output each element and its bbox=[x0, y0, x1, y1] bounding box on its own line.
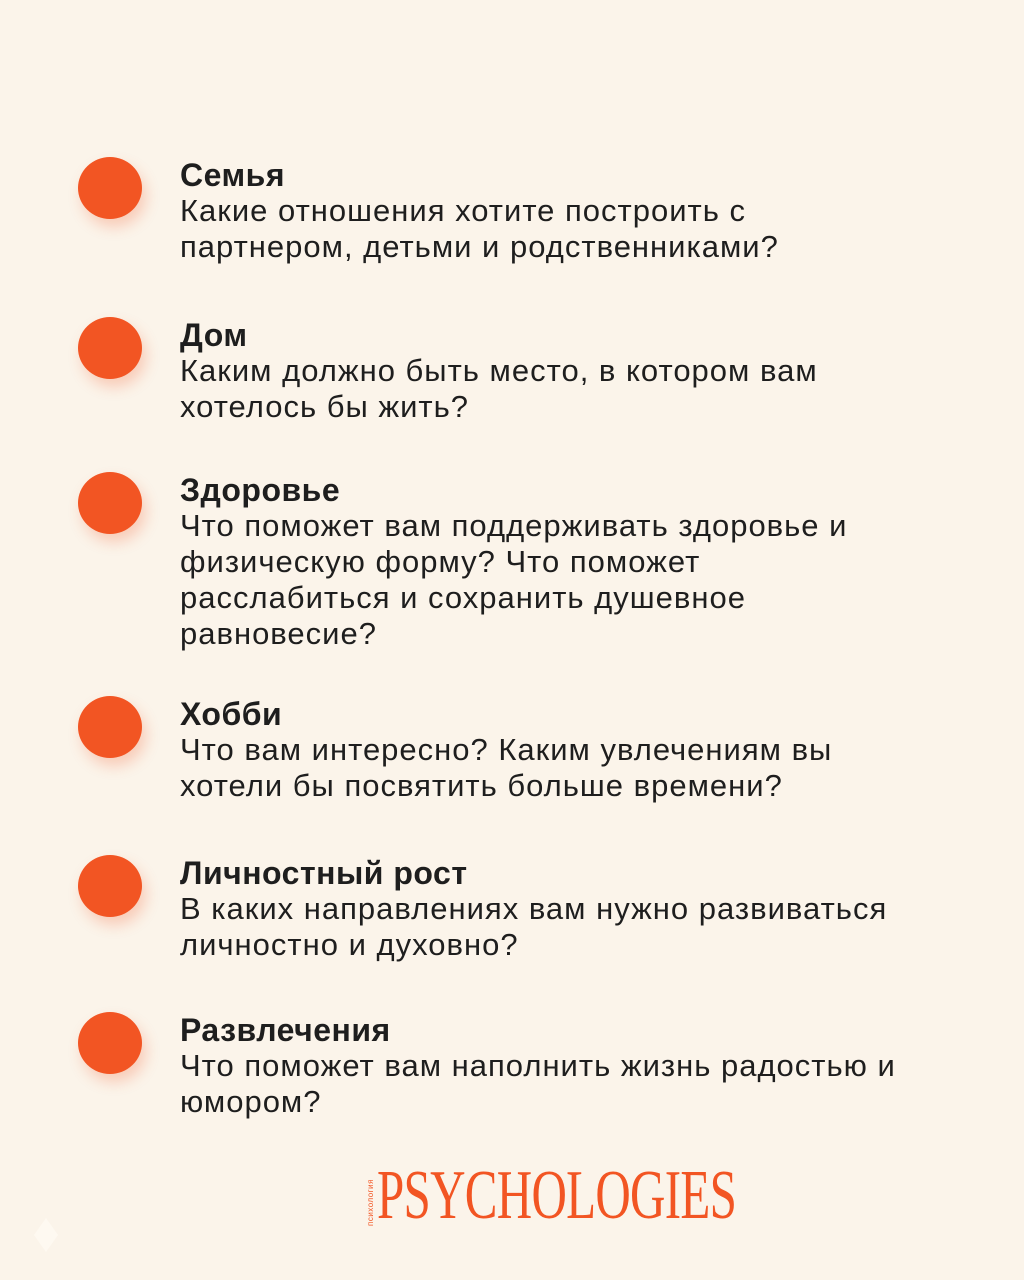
item-description-line: юмором? bbox=[180, 1084, 322, 1119]
logo-subtitle: психология bbox=[366, 1179, 375, 1226]
bullet-circle-icon bbox=[78, 855, 142, 917]
psychologies-logo bbox=[366, 1157, 890, 1234]
item-description-line: партнером, детьми и родственниками? bbox=[180, 229, 779, 264]
item-description-line: В каких направлениях вам нужно развиваться bbox=[180, 891, 888, 926]
bullet-circle-icon bbox=[78, 696, 142, 758]
item-description-line: Какие отношения хотите построить с bbox=[180, 193, 747, 228]
item-description-line: Что поможет вам поддерживать здоровье и bbox=[180, 508, 848, 543]
item-description-line: расслабиться и сохранить душевное bbox=[180, 580, 746, 615]
diamond-watermark-icon bbox=[34, 1218, 58, 1252]
item-description-line: Что поможет вам наполнить жизнь радостью и bbox=[180, 1048, 896, 1083]
item-title: Семья bbox=[180, 157, 285, 193]
item-description-line: равновесие? bbox=[180, 616, 377, 651]
item-description-line: хотели бы посвятить больше времени? bbox=[180, 768, 783, 803]
item-title: Дом bbox=[180, 317, 248, 353]
item-description-line: Что вам интересно? Каким увлечениям вы bbox=[180, 732, 833, 767]
bullet-circle-icon bbox=[78, 317, 142, 379]
item-description-line: хотелось бы жить? bbox=[180, 389, 470, 424]
item-title: Хобби bbox=[180, 696, 283, 732]
item-title: Здоровье bbox=[180, 472, 341, 508]
bullet-circle-icon bbox=[78, 1012, 142, 1074]
bullet-circle-icon bbox=[78, 472, 142, 534]
item-title: Развлечения bbox=[180, 1012, 391, 1048]
item-description-line: личностно и духовно? bbox=[180, 927, 519, 962]
item-title: Личностный рост bbox=[180, 855, 468, 891]
item-description-line: Каким должно быть место, в котором вам bbox=[180, 353, 818, 388]
logo-wordmark: PSYCHOLOGIES bbox=[377, 1157, 737, 1234]
item-description-line: физическую форму? Что поможет bbox=[180, 544, 701, 579]
bullet-circle-icon bbox=[78, 157, 142, 219]
